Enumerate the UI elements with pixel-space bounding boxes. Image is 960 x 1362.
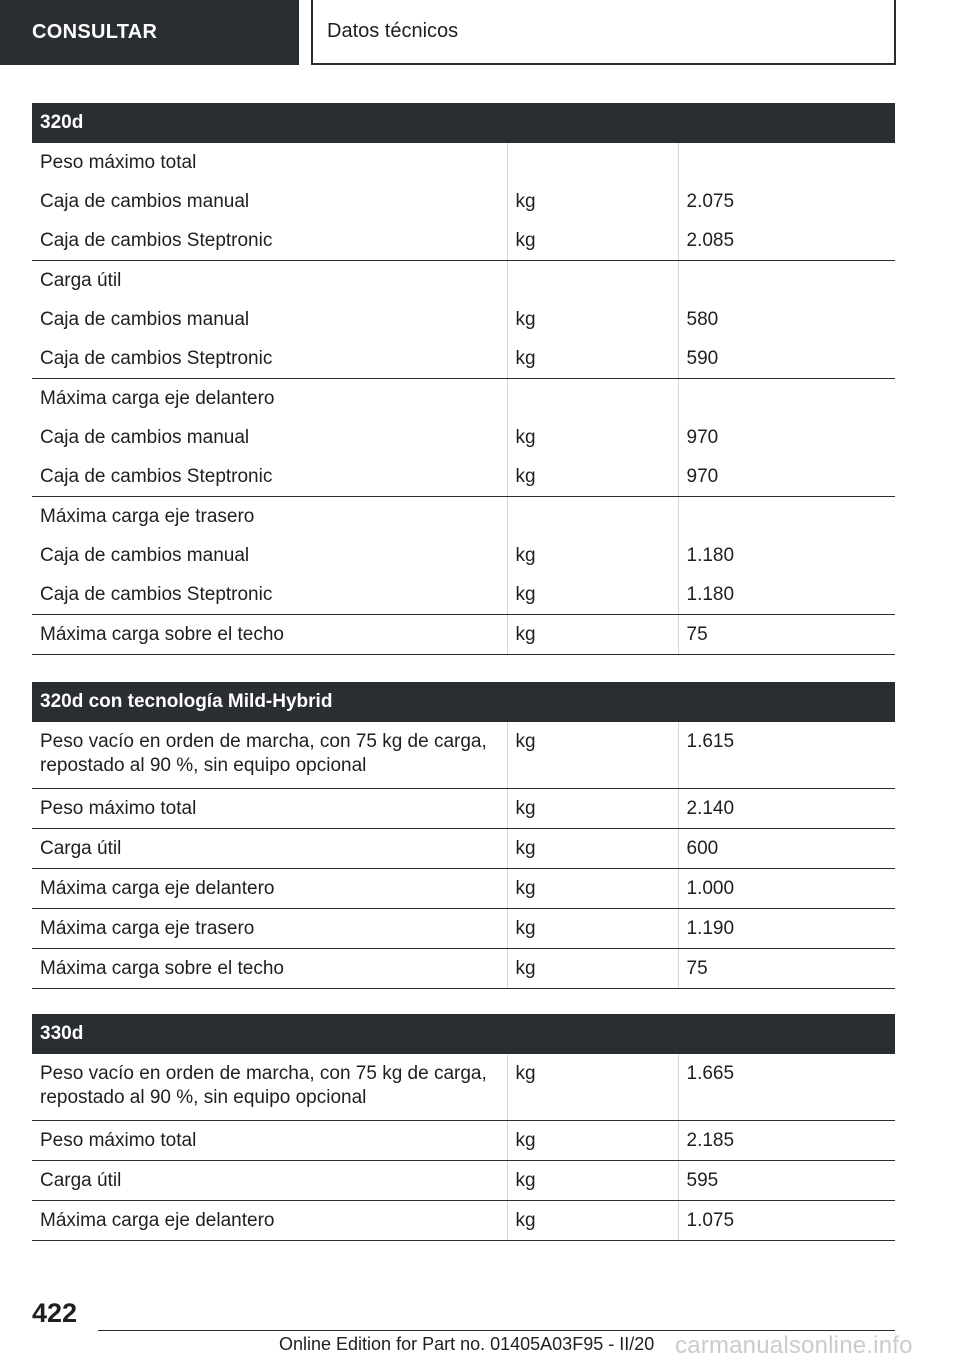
- table-row: [32, 789, 895, 829]
- table-row: [32, 1121, 895, 1161]
- table-row: [32, 497, 895, 537]
- row-unit: [507, 261, 678, 301]
- row-value: [678, 379, 895, 419]
- row-label: Caja de cambios Steptronic: [32, 457, 507, 497]
- row-unit: kg: [507, 909, 678, 949]
- header-section-label: CONSULTAR: [32, 21, 158, 43]
- row-value: 2.075: [686, 191, 735, 212]
- row-label: Peso vacío en orden de marcha, con 75 kg de carga, repostado al 90 %, sin equipo opcional: [32, 722, 507, 789]
- table-row: [32, 909, 895, 949]
- row-unit: kg: [507, 221, 678, 261]
- row-value: 75: [678, 615, 895, 655]
- row-value: 970: [678, 457, 895, 497]
- section-320d-mild-hybrid: [32, 682, 895, 989]
- table-row: [32, 221, 895, 261]
- section-title: 320d con tecnología Mild-Hybrid: [32, 682, 895, 722]
- row-unit: kg: [507, 575, 678, 615]
- row-unit: kg: [507, 536, 678, 575]
- row-unit: kg: [507, 1161, 678, 1201]
- row-unit: [507, 143, 678, 182]
- row-label: Carga útil: [32, 829, 507, 869]
- row-unit: kg: [507, 1121, 678, 1161]
- table-row: [32, 575, 895, 615]
- row-label: Caja de cambios manual: [32, 536, 507, 575]
- row-unit: kg: [507, 829, 678, 869]
- row-value: 1.665: [678, 1054, 895, 1121]
- row-unit: [507, 497, 678, 537]
- row-label: Peso máximo total: [32, 1121, 507, 1161]
- table-row: [32, 1161, 895, 1201]
- row-unit: kg: [507, 300, 678, 339]
- row-value: [678, 261, 895, 301]
- row-unit: kg: [507, 1201, 678, 1241]
- row-value: 2.185: [678, 1121, 895, 1161]
- row-value: 1.190: [678, 909, 895, 949]
- row-label: Máxima carga eje trasero: [32, 909, 507, 949]
- row-label: Caja de cambios manual: [32, 418, 507, 457]
- row-unit: kg: [507, 869, 678, 909]
- row-label: Caja de cambios Steptronic: [32, 575, 507, 615]
- row-value: 1.000: [678, 869, 895, 909]
- row-unit: [507, 379, 678, 419]
- section-320d: [32, 103, 895, 655]
- watermark: carmanualsonline.info: [675, 1332, 913, 1359]
- section-title: 320d: [32, 103, 895, 143]
- row-unit: kg: [507, 949, 678, 989]
- row-unit: kg: [507, 418, 678, 457]
- footer-divider: [98, 1330, 895, 1331]
- spec-table: [32, 1054, 895, 1241]
- row-value: [678, 143, 895, 182]
- row-value: 600: [678, 829, 895, 869]
- table-row: [32, 182, 895, 221]
- row-unit: kg: [507, 789, 678, 829]
- row-value: [678, 497, 895, 537]
- spec-table: [32, 143, 895, 655]
- table-row: [32, 949, 895, 989]
- row-value: 1.075: [678, 1201, 895, 1241]
- table-row: [32, 457, 895, 497]
- row-label: Máxima carga eje delantero: [32, 379, 507, 419]
- row-label: Máxima carga eje delantero: [32, 869, 507, 909]
- table-row: [32, 418, 895, 457]
- row-value: 75: [678, 949, 895, 989]
- page-number: 422: [32, 1298, 78, 1328]
- row-label: Carga útil: [32, 261, 507, 301]
- row-label: Peso máximo total: [32, 143, 507, 182]
- row-label: Máxima carga sobre el techo: [32, 615, 507, 655]
- row-label: Caja de cambios manual: [32, 300, 507, 339]
- row-unit: kg: [507, 182, 678, 221]
- row-label: Peso vacío en orden de marcha, con 75 kg de carga, repostado al 90 %, sin equipo opcional: [32, 1054, 507, 1121]
- header-title-box: [311, 0, 896, 65]
- table-row: [32, 261, 895, 301]
- spec-table: [32, 722, 895, 989]
- row-value: 1.615: [678, 722, 895, 789]
- table-row: [32, 536, 895, 575]
- footer-edition: Online Edition for Part no. 01405A03F95 - II/20: [279, 1334, 655, 1354]
- row-value: 2.140: [678, 789, 895, 829]
- row-label: Caja de cambios Steptronic: [32, 221, 507, 261]
- table-row: [32, 1201, 895, 1241]
- row-label: Peso máximo total: [32, 789, 507, 829]
- table-row: [32, 143, 895, 182]
- row-unit: kg: [507, 615, 678, 655]
- table-row: [32, 829, 895, 869]
- row-label: Caja de cambios manual: [32, 182, 507, 221]
- row-value: 1.180: [686, 545, 735, 566]
- row-value: 970: [686, 427, 719, 448]
- row-value: 590: [678, 339, 895, 379]
- row-label: Máxima carga sobre el techo: [32, 949, 507, 989]
- row-label: Máxima carga eje trasero: [32, 497, 507, 537]
- section-title: 330d: [32, 1014, 895, 1054]
- table-row: [32, 1054, 895, 1121]
- row-label: Caja de cambios Steptronic: [32, 339, 507, 379]
- table-row: [32, 722, 895, 789]
- row-label: Máxima carga eje delantero: [32, 1201, 507, 1241]
- section-330d: [32, 1014, 895, 1241]
- header-title: Datos técnicos: [327, 20, 459, 42]
- table-row: [32, 869, 895, 909]
- row-value: 2.085: [678, 221, 895, 261]
- row-unit: kg: [507, 1054, 678, 1121]
- row-label: Carga útil: [32, 1161, 507, 1201]
- table-row: [32, 339, 895, 379]
- header-section-tab: [0, 0, 299, 65]
- row-value: 580: [686, 309, 719, 330]
- table-row: [32, 615, 895, 655]
- row-unit: kg: [507, 339, 678, 379]
- row-value: 595: [678, 1161, 895, 1201]
- table-row: [32, 379, 895, 419]
- row-value: 1.180: [678, 575, 895, 615]
- row-unit: kg: [507, 457, 678, 497]
- row-unit: kg: [507, 722, 678, 789]
- table-row: [32, 300, 895, 339]
